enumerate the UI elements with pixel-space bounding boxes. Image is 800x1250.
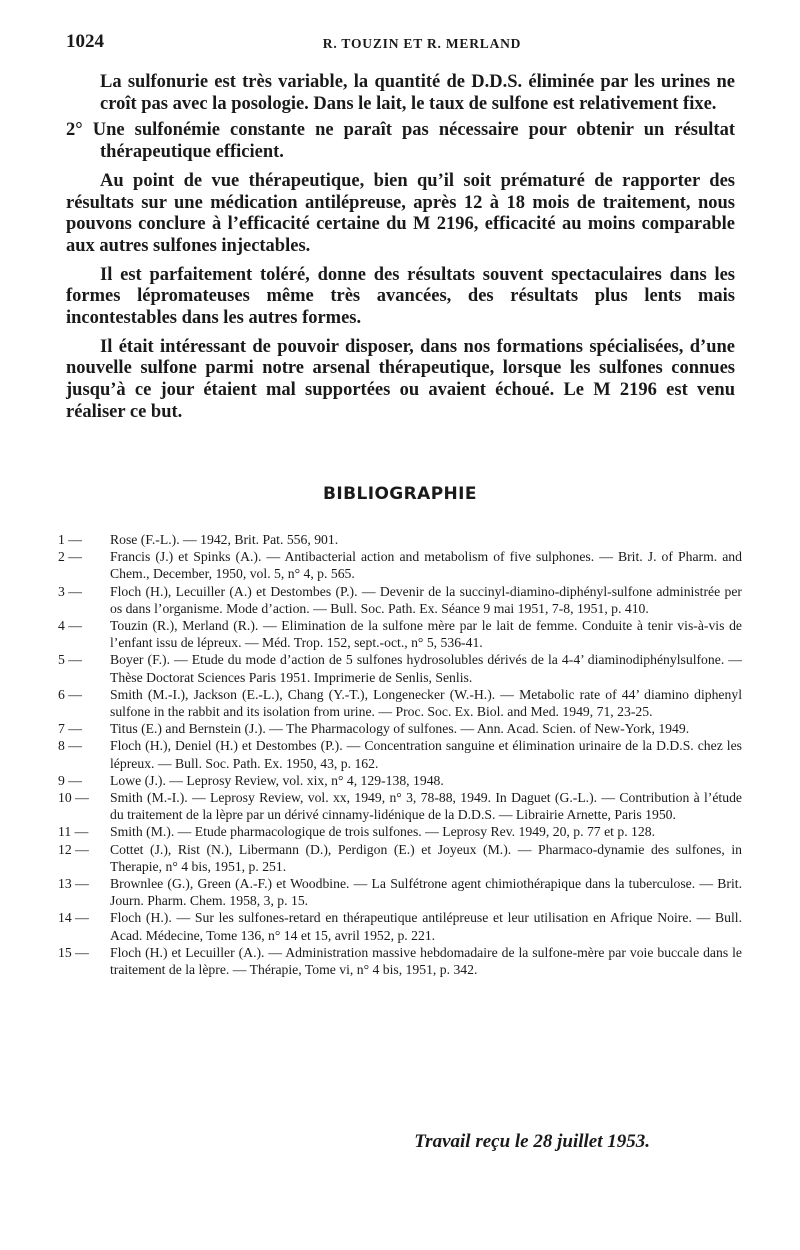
reference-number: 10 —	[58, 790, 89, 806]
reference-text: Titus (E.) and Bernstein (J.). — The Pharmacology of sulfones. — Ann. Acad. Scien. of New-York, 1949.	[110, 721, 690, 737]
reference-item	[58, 737, 742, 771]
reference-item	[58, 944, 742, 978]
reference-item	[58, 617, 742, 651]
reference-text: Floch (H.), Deniel (H.) et Destombes (P.). — Concentration sanguine et élimination urinaire de la D.D.S. chez les lépreux. — Bull. Soc. Path. Ex. 1950, 43, p. 162.	[110, 738, 742, 771]
paragraph-1: La sulfonurie est très variable, la quantité de D.D.S. éliminée par les urines ne croît pas avec la posologie. Dans le lait, le taux de sulfone est relativement fixe.	[100, 72, 735, 114]
reference-text: Floch (H.). — Sur les sulfones-retard en thérapeutique antilépreuse et leur utilisation en Afrique Noire. — Bull. Acad. Médecine, Tome 136, n° 14 et 15, avril 1952, p. 221.	[110, 910, 742, 943]
reference-number: 4 —	[58, 618, 82, 634]
reference-text: Rose (F.-L.). — 1942, Brit. Pat. 556, 901.	[110, 532, 339, 547]
reference-item	[58, 531, 742, 548]
reference-text: Lowe (J.). — Leprosy Review, vol. xix, n° 4, 129-138, 1948.	[110, 772, 444, 788]
reference-item	[58, 686, 742, 720]
reference-number: 1 —	[58, 532, 82, 547]
reference-item	[58, 823, 742, 840]
reference-text: Smith (M.-I.). — Leprosy Review, vol. xx, 1949, n° 3, 78-88, 1949. In Daguet (G.-L.). — Contribution à l’étude du traitement de la lèpre par un dérivé cinnamy-lidénique de la D.D.S. — Librairie Arnette, Paris 1950.	[110, 790, 742, 823]
reference-number: 13 —	[58, 876, 89, 892]
paragraph-3: Au point de vue thérapeutique, bien qu’il soit prématuré de rapporter des résultats sur une médication antilépreuse, après 12 à 18 mois de traitement, nous pouvons conclure à l’efficacité certaine du M 2196, efficacité au moins comparable aux autres sulfones injectables.	[66, 170, 735, 256]
reference-number: 5 —	[58, 652, 82, 668]
reference-number: 9 —	[58, 772, 82, 788]
received-date-note: Travail reçu le 28 juillet 1953.	[414, 1131, 650, 1152]
reference-number: 3 —	[58, 583, 82, 599]
reference-text: Boyer (F.). — Etude du mode d’action de 5 sulfones hydrosolubles dérivés de la 4-4’ diaminodiphénylsulfone. — Thèse Doctorat Sciences Paris 1951. Imprimerie de Senlis, Senlis.	[110, 652, 742, 685]
paragraph-4: Il est parfaitement toléré, donne des résultats souvent spectaculaires dans les formes lépromateuses même très avancées, des résultats plus lents mais incontestables dans les autres formes.	[66, 264, 735, 329]
reference-number: 8 —	[58, 738, 82, 754]
paragraph-5: Il était intéressant de pouvoir disposer, dans nos formations spécialisées, d’une nouvelle sulfone parmi notre arsenal thérapeutique, lorsque les sulfones connues jusqu’à ce jour étaient mal supportées ou avaient échoué. Le M 2196 est venu réaliser ce but.	[66, 336, 735, 422]
bibliography-list	[58, 531, 742, 978]
reference-number: 15 —	[58, 944, 89, 960]
paragraph-2: 2° Une sulfonémie constante ne paraît pas nécessaire pour obtenir un résultat thérapeutique efficient.	[66, 120, 735, 163]
reference-item	[58, 583, 742, 617]
reference-number: 6 —	[58, 686, 82, 702]
page-number: 1024	[66, 31, 104, 52]
reference-text: Cottet (J.), Rist (N.), Libermann (D.), Perdigon (E.) et Joyeux (M.). — Pharmaco-dynamie des sulfones, in Therapie, n° 4 bis, 1951, p. 251.	[110, 841, 742, 874]
reference-text: Smith (M.). — Etude pharmacologique de trois sulfones. — Leprosy Rev. 1949, 20, p. 77 et p. 128.	[110, 824, 656, 840]
reference-number: 2 —	[58, 549, 82, 565]
reference-text: Francis (J.) et Spinks (A.). — Antibacterial action and metabolism of five sulphones. — Brit. J. of Pharm. and Chem., December, 1950, vol. 5, n° 4, p. 565.	[110, 549, 742, 582]
reference-item	[58, 548, 742, 582]
reference-number: 7 —	[58, 721, 82, 737]
page-header	[66, 31, 740, 61]
reference-item	[58, 841, 742, 875]
bibliography-heading: BIBLIOGRAPHIE	[323, 484, 477, 504]
body-text	[66, 72, 735, 424]
reference-text: Floch (H.), Lecuiller (A.) et Destombes (P.). — Devenir de la succinyl-diamino-diphényl-sulfone administrée per os dans l’organisme. Mode d’action. — Bull. Soc. Path. Ex. Séance 9 mai 1951, 7-8, 1951, p. 410.	[110, 583, 742, 616]
running-head: R. TOUZIN ET R. MERLAND	[322, 36, 522, 51]
reference-item	[58, 909, 742, 943]
reference-text: Brownlee (G.), Green (A.-F.) et Woodbine. — La Sulfétrone agent chimiothérapique dans la tuberculose. — Brit. Journ. Pharm. Chem. 1958, 3, p. 15.	[110, 876, 742, 909]
reference-text: Floch (H.) et Lecuiller (A.). — Administration massive hebdomadaire de la sulfone-mère par voie buccale dans le traitement de la lèpre. — Thérapie, Tome vi, n° 4 bis, 1951, p. 342.	[110, 944, 742, 978]
reference-item	[58, 789, 742, 823]
reference-text: Touzin (R.), Merland (R.). — Elimination de la sulfone mère par le lait de femme. Conduite à tenir vis-à-vis de l’enfant issu de lépreux. — Méd. Trop. 152, sept.-oct., n° 5, 536-41.	[110, 618, 742, 651]
reference-text: Smith (M.-I.), Jackson (E.-L.), Chang (Y.-T.), Longenecker (W.-H.). — Metabolic rate of 44’ diamino diphenyl sulfone in the rabbit and its isolation from urine. — Proc. Soc. Ex. Biol. and Med. 1949, 71, 23-25.	[110, 686, 742, 720]
reference-item	[58, 720, 742, 737]
reference-number: 12 —	[58, 841, 89, 857]
reference-item	[58, 772, 742, 789]
reference-item	[58, 651, 742, 685]
reference-number: 11 —	[58, 824, 89, 840]
reference-item	[58, 875, 742, 909]
reference-number: 14 —	[58, 910, 89, 926]
